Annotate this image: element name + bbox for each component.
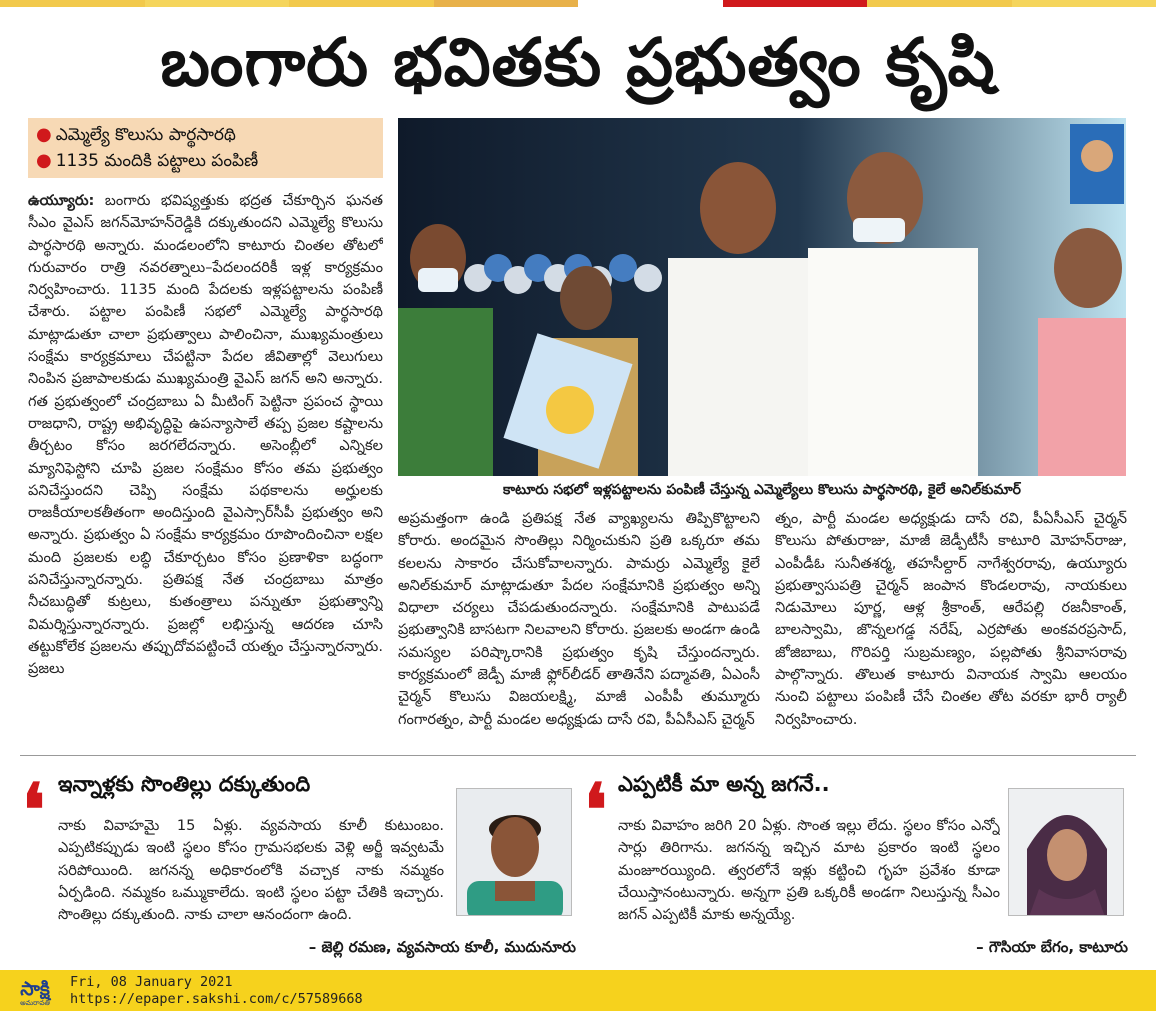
dateline: ఉయ్యూరు: (28, 192, 95, 209)
quote-left-title: ఇన్నాళ్లకు సొంతిల్లు దక్కుతుంది (58, 772, 311, 796)
footer-bar (0, 970, 1156, 1011)
quote-right-title: ఎప్పటికీ మా అన్న జగనే.. (618, 772, 830, 796)
highlight-item: ● ఎమ్మెల్యే కొలుసు పార్థసారథి (36, 124, 236, 145)
strip-segment (289, 0, 434, 7)
portrait-photo-left (456, 788, 572, 916)
portrait-photo-right (1008, 788, 1124, 916)
top-color-strip (0, 0, 1156, 7)
highlights-box (28, 118, 383, 178)
article-column-2: అప్రమత్తంగా ఉండి ప్రతిపక్ష నేత వ్యాఖ్యలను తిప్పికొట్టాలని కోరారు. అందమైన సొంతిల్లు నిర్మించుకుని ప్రతి ఒక్కరూ తమ కలలను సాకారం చేసుకోవాలన్నారు. పామర్రు ఎమ్మెల్యే కైలే అనిల్‌కుమార్ మాట్లాడుతూ పేదల సంక్షేమానికి ప్రభుత్వం అన్ని విధాలా చర్యలు చేపడుతుందన్నారు. సంక్షేమానికి పాటుపడే ప్రభుత్వానికి బాసటగా నిలవాలని కోరారు. ప్రజలకు అండగా ఉండి సమస్యల పరిష్కారానికి ప్రభుత్వం కృషి చేస్తుందన్నారు. కార్యక్రమంలో జెడ్పీ మాజీ ఫ్లోర్‌లీడర్ తాతినేని పద్మావతి, ఏఎంసీ చైర్మన్ కొలుసు విజయలక్ష్మి, మాజీ ఎంపీపీ తుమ్మూరు గంగారత్నం, పార్టీ మండల అధ్యక్షుడు దాసే రవి, పీఏసీఎస్ చైర్మన్ (398, 510, 760, 728)
divider (20, 755, 1136, 756)
photo-illustration (398, 118, 1126, 476)
photo-caption: కాటూరు సభలో ఇళ్లపట్టాలను పంపిణీ చేస్తున్న ఎమ్మెల్యేలు కొలుసు పార్థసారథి, కైలే అనిల్‌కుమార్ (503, 482, 1021, 498)
quote-right-credit: – గౌసియా బేగం, కాటూరు (976, 938, 1128, 956)
article-column-1 (28, 190, 383, 745)
quote-right-text: నాకు వివాహం జరిగి 20 ఏళ్లు. సొంత ఇల్లు లేదు. స్థలం కోసం ఎన్నో సార్లు తిరిగాను. జగనన్న ఇచ్చిన మాట ప్రకారం ఇంటి స్థలం మంజూరయ్యింది. త్వరలోనే ఇళ్లు కట్టించి గృహ ప్రవేశం కూడా చేయిస్తానంటున్నారు. అన్నగా ప్రతి ఒక్కరికీ అండగా నిలుస్తున్న సీఎం జగన్ ఎప్పటికీ మాకు అన్నయ్యే. (618, 817, 1000, 924)
quote-mark-icon: ❛ (22, 767, 46, 852)
article-column-3: త్నం, పార్టీ మండల అధ్యక్షుడు దాసే రవి, పీఏసీఎస్ చైర్మన్ కొలుసు పోతురాజు, మాజీ జెడ్పీటీసీ కాటూరి మోహన్‌రాజు, ఎంపీడీఓ సునీతశర్మ, తహసీల్దార్ నాగేశ్వరరావు, ఉయ్యూరు ప్రభుత్వాసుపత్రి చైర్మన్ జంపాన కొండలరావు, నాయకులు నిడుమోలు పూర్ణ, ఆళ్ల శ్రీకాంత్, ఆరేపల్లి రజనీకాంత్, బాలస్వామి, జొన్నలగడ్డ నరేష్, ఎర్రపోతు అంకవరప్రసాద్, జోజిబాబు, గొరిపర్తి సుబ్రమణ్యం, పల్లపోతు శ్రీనివాసరావు పాల్గొన్నారు. తొలుత కాటూరు వినాయక స్వామి ఆలయం నుంచి పట్టాలు పంపిణీ చేసే చింతల తోట వరకూ భారీ ర్యాలీ నిర్వహించారు. (775, 510, 1127, 728)
strip-segment (723, 0, 868, 7)
strip-segment (578, 0, 723, 7)
epaper-link[interactable]: https://epaper.sakshi.com/c/57589668 (70, 991, 363, 1007)
strip-segment (867, 0, 1012, 7)
news-photo (398, 118, 1126, 476)
bullet-icon: ● (36, 150, 52, 171)
sakshi-logo (6, 973, 64, 1007)
logo-text: సాక్షి (20, 978, 50, 1000)
strip-segment (434, 0, 579, 7)
quote-mark-icon: ❛ (584, 767, 608, 852)
bullet-icon: ● (36, 124, 52, 145)
quote-left-credit: – జెల్లి రమణ, వ్యవసాయ కూలీ, ముదునూరు (308, 938, 576, 956)
logo-subtext: అమరావతి (20, 999, 50, 1007)
strip-segment (0, 0, 145, 7)
quote-left-text: నాకు వివాహమై 15 ఏళ్లు. వ్యవసాయ కూలీ కుటుంబం. ఎప్పటికప్పుడు ఇంటి స్థలం కోసం గ్రామసభలకు వెళ్లి అర్జీ ఇవ్వటమే సరిపోయింది. జగనన్న అధికారంలోకి వచ్చాక నాకు నమ్మకం ఏర్పడింది. నమ్మకం ఒమ్ముకాలేదు. ఇంటి స్థలం పట్టా చేతికి ఇచ్చారు. సొంతిల్లు దక్కుతుంది. నాకు చాలా ఆనందంగా ఉంది. (58, 817, 444, 924)
edition-date: Fri, 08 January 2021 (70, 974, 233, 990)
strip-segment (145, 0, 290, 7)
headline: బంగారు భవితకు ప్రభుత్వం కృషి (160, 24, 996, 101)
highlight-item: ● 1135 మందికి పట్టాలు పంపిణీ (36, 150, 259, 171)
article-text-1: బంగారు భవిష్యత్తుకు భద్రత చేకూర్చిన ఘనత సీఎం వైఎస్ జగన్‌మోహన్‌రెడ్డికి దక్కుతుందని ఎమ్మెల్యే కొలుసు పార్థసారథి అన్నారు. మండలంలోని కాటూరు చింతల తోటలో గురువారం రాత్రి నవరత్నాలు–పేదలందరికీ ఇళ్ల కార్యక్రమం నిర్వహించారు. 1135 మంది పేదలకు ఇళ్లపట్టాలను పంపిణీ చేశారు. పట్టాల పంపిణీ సభలో ఎమ్మెల్యే పార్థసారథి మాట్లాడుతూ చాలా ప్రభుత్వాలు పాలించినా, ముఖ్యమంత్రులు సంక్షేమ కార్యక్రమాలు చేపట్టినా పేదల జీవితాల్లో వెలుగులు నింపిన ప్రజాపాలకుడు ముఖ్యమంత్రి వైఎస్ జగన్ అని అన్నారు. గత ప్రభుత్వంలో చంద్రబాబు ఏ మీటింగ్ పెట్టినా ప్రపంచ స్థాయి రాజధాని, రాష్ట్ర అభివృద్ధిపై ఉపన్యాసాలే తప్ప ప్రజల కష్టాలను తీర్చటం కోసం జరగలేదన్నారు. అసెంబ్లీలో ఎన్నికల మ్యానిఫెస్టోని చూపి ప్రజల సంక్షేమం కోసం తమ ప్రభుత్వం పనిచేస్తుందని చెప్పి సంక్షేమ పథకాలను అర్హులకు రాజకీయాలకతీతంగా అందిస్తుంది వైఎస్సార్‌సీపీ ప్రభుత్వం అని అన్నారు. ప్రభుత్వం ఏ సంక్షేమ కార్యక్రమం రూపొందించినా లక్షల మంది ప్రజలకు లబ్ధి చేకూర్చటం కోసం ప్రణాళికా బద్ధంగా పనిచేస్తున్నారన్నారు. ప్రతిపక్ష నేత చంద్రబాబు మాత్రం నీచబుద్ధితో కుట్రలు, కుతంత్రాలు పన్నుతూ ప్రభుత్వాన్ని విమర్శిస్తున్నారన్నారు. ప్రజల్లో లభిస్తున్న ఆదరణ చూసి తట్టుకోలేక ప్రజలను తప్పుదోవపట్టించే యత్నం చేస్తున్నారన్నారు. ప్రజలు (28, 192, 383, 678)
strip-segment (1012, 0, 1156, 7)
